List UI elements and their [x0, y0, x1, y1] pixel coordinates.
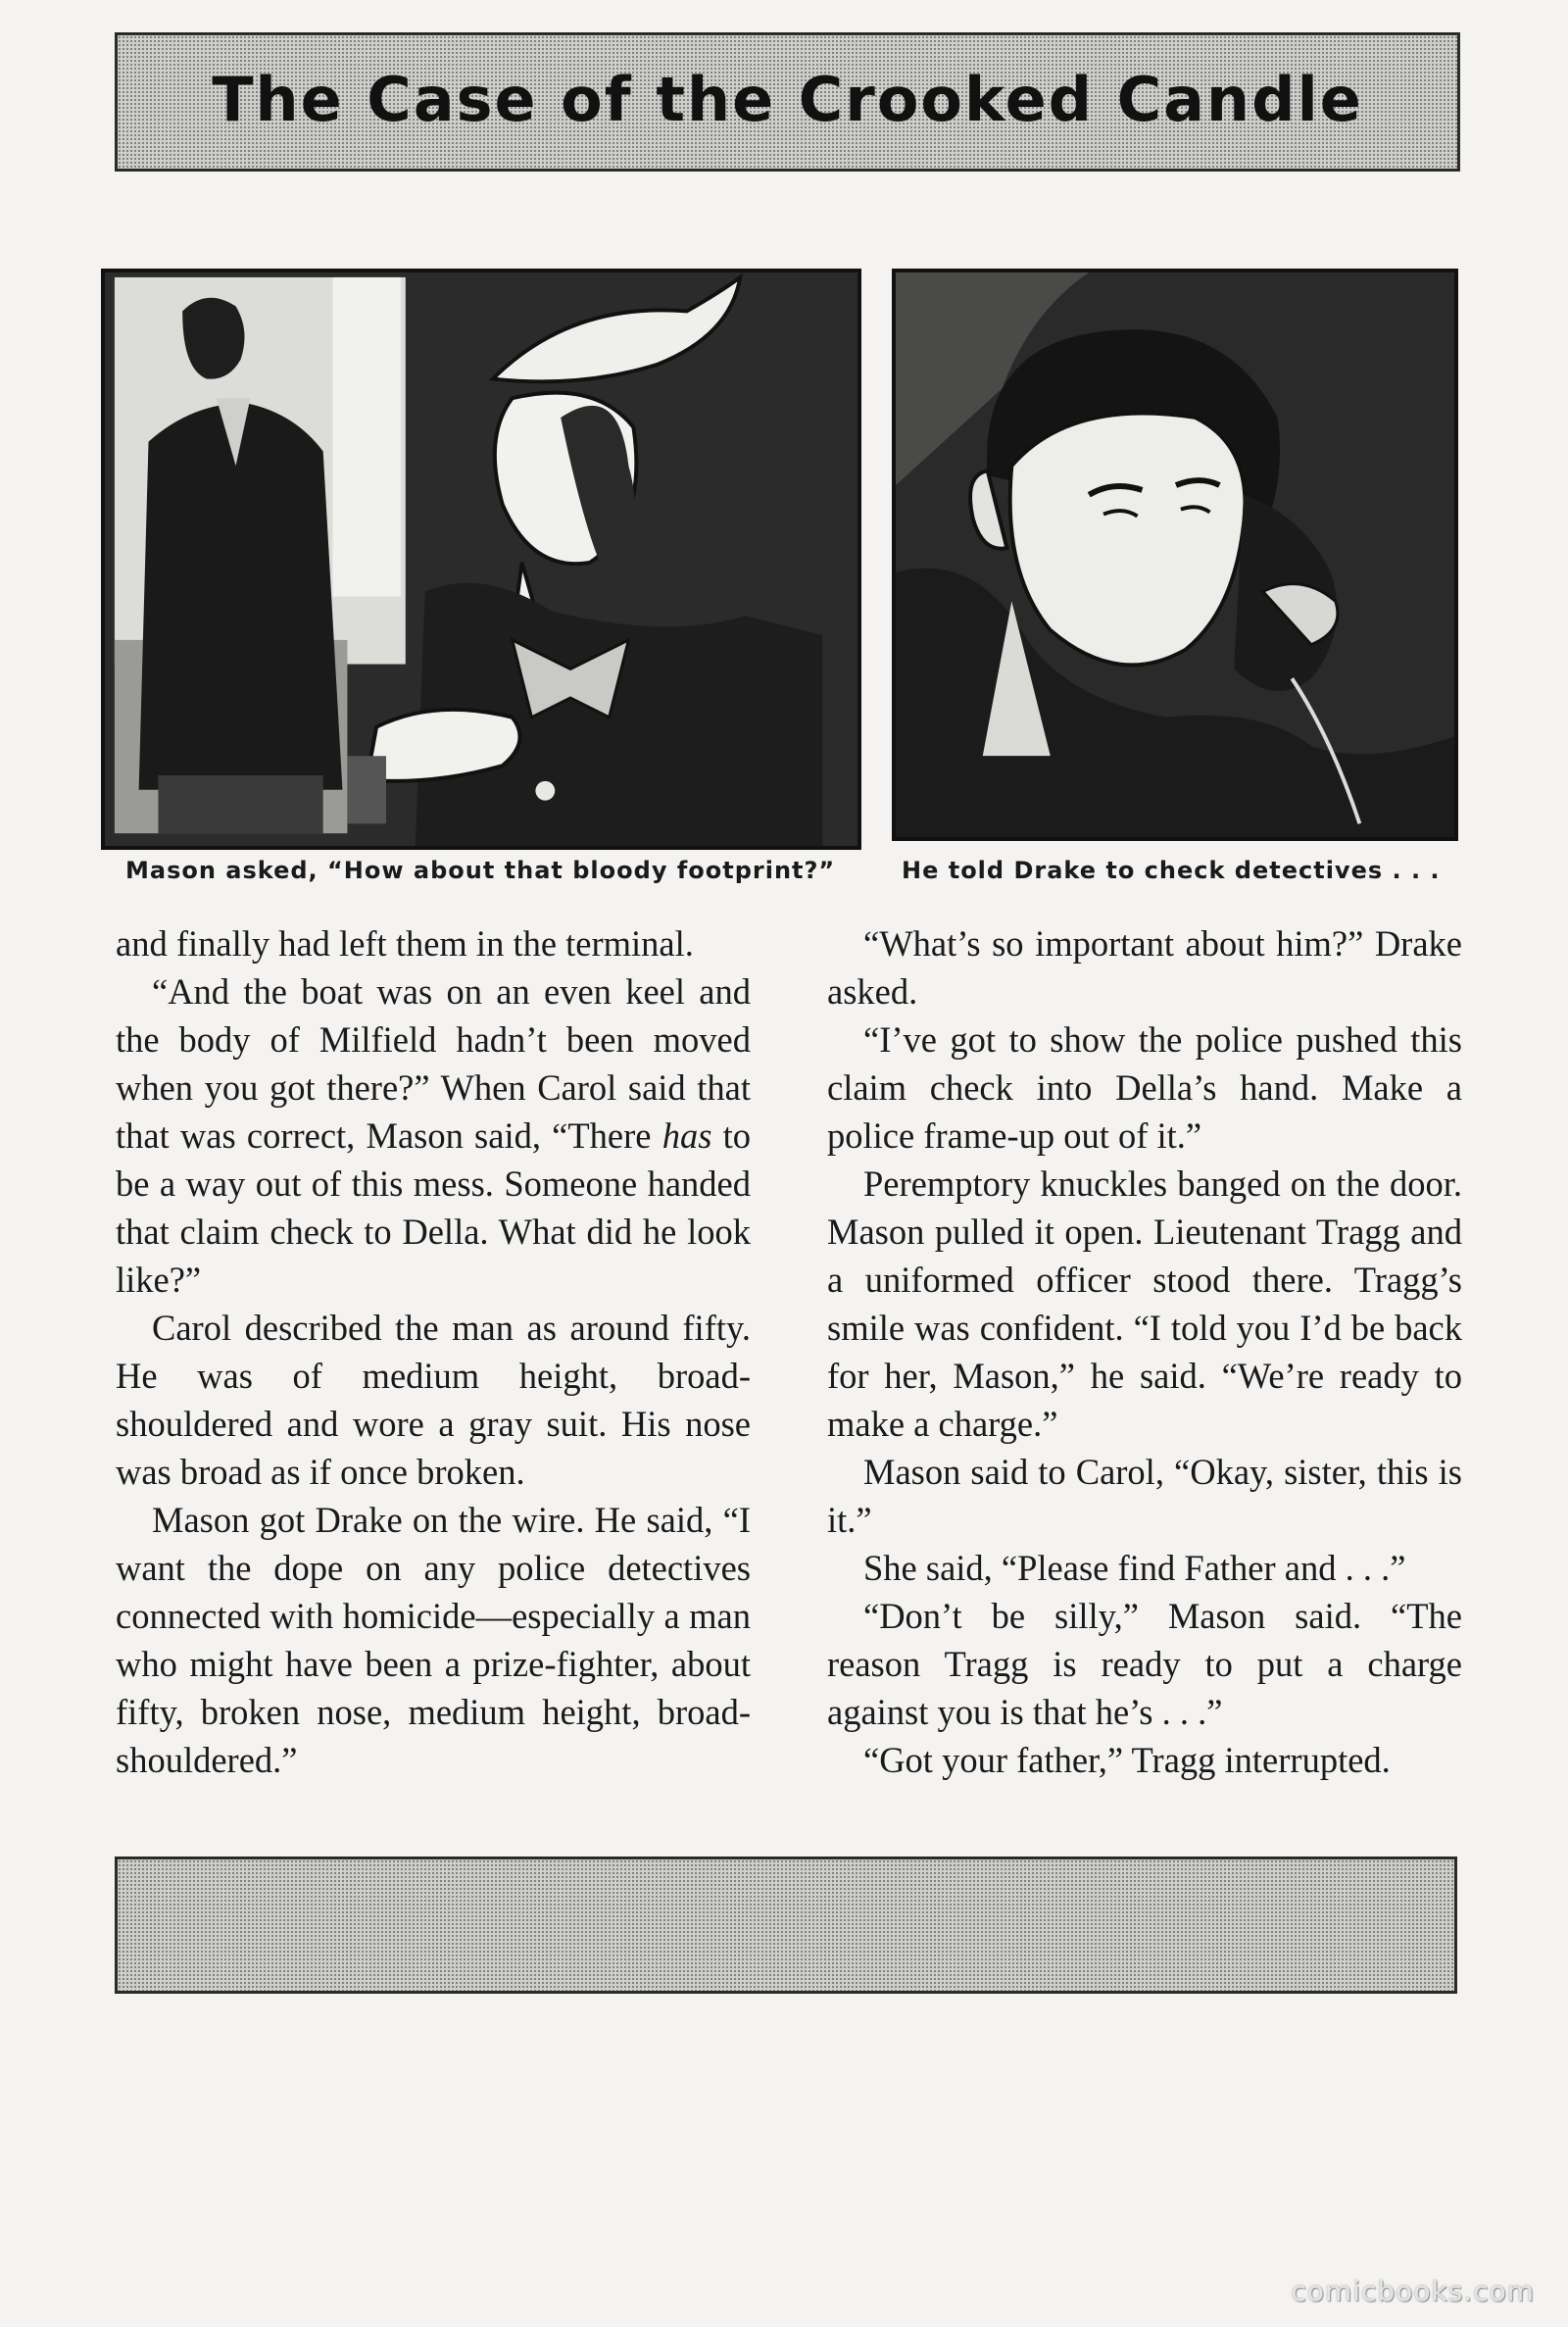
paragraph: and finally had left them in the terminal. [116, 923, 694, 964]
paragraph [116, 967, 751, 1304]
paragraph: “Don’t be silly,” Mason said. “The reason Tragg is ready to put a charge against you is that he’s . . .” [827, 1596, 1462, 1732]
paragraph: “Got your father,” Tragg interrupted. [863, 1740, 1391, 1780]
bottom-banner [115, 1857, 1457, 1994]
paragraph: “I’ve got to show the police pushed this claim check into Della’s hand. Make a police frame-up out of it.” [827, 1019, 1462, 1156]
illustration-panel-2 [892, 269, 1458, 841]
paragraph-text: “And the boat was on an even keel and the body of Milfield hadn’t been moved when you got there?” When Carol said that that was correct, Mason said, “There [116, 971, 751, 1156]
paragraph: Carol described the man as around fifty. He was of medium height, broad-shouldered and wore a gray suit. His nose was broad as if once broken. [116, 1308, 751, 1492]
emphasized-word: has [662, 1115, 712, 1156]
paragraph: “What’s so important about him?” Drake asked. [827, 923, 1462, 1012]
watermark: comicbooks.com [1291, 2275, 1535, 2307]
story-column-right [827, 919, 1462, 1784]
illustration-panel-1 [101, 269, 861, 850]
illustration-man-and-woman-in-hat-icon [105, 272, 858, 846]
page-title: The Case of the Crooked Candle [212, 63, 1363, 135]
paragraph: Mason said to Carol, “Okay, sister, this is it.” [827, 1452, 1462, 1540]
paragraph: She said, “Please find Father and . . .” [863, 1548, 1406, 1588]
title-banner [115, 32, 1460, 172]
paragraph-text: to be a way out of this mess. Someone handed that claim check to Della. What did he look like?” [116, 1115, 752, 1300]
illustration-man-on-telephone-icon [896, 272, 1454, 837]
paragraph: Peremptory knuckles banged on the door. Mason pulled it open. Lieutenant Tragg and a uniformed officer stood there. Tragg’s smile was confident. “I told you I’d be back for her, Mason,” he said. “We’re ready to make a charge.” [827, 1164, 1462, 1444]
panel-1-caption: Mason asked, “How about that bloody footprint?” [125, 857, 836, 884]
paragraph: Mason got Drake on the wire. He said, “I want the dope on any police detectives connected with homicide—especially a man who might have been a prize-fighter, about fifty, broken nose, medium height, broad-shouldered.” [116, 1500, 751, 1780]
story-column-left [116, 919, 751, 1784]
panel-2-caption: He told Drake to check detectives . . . [902, 857, 1441, 884]
